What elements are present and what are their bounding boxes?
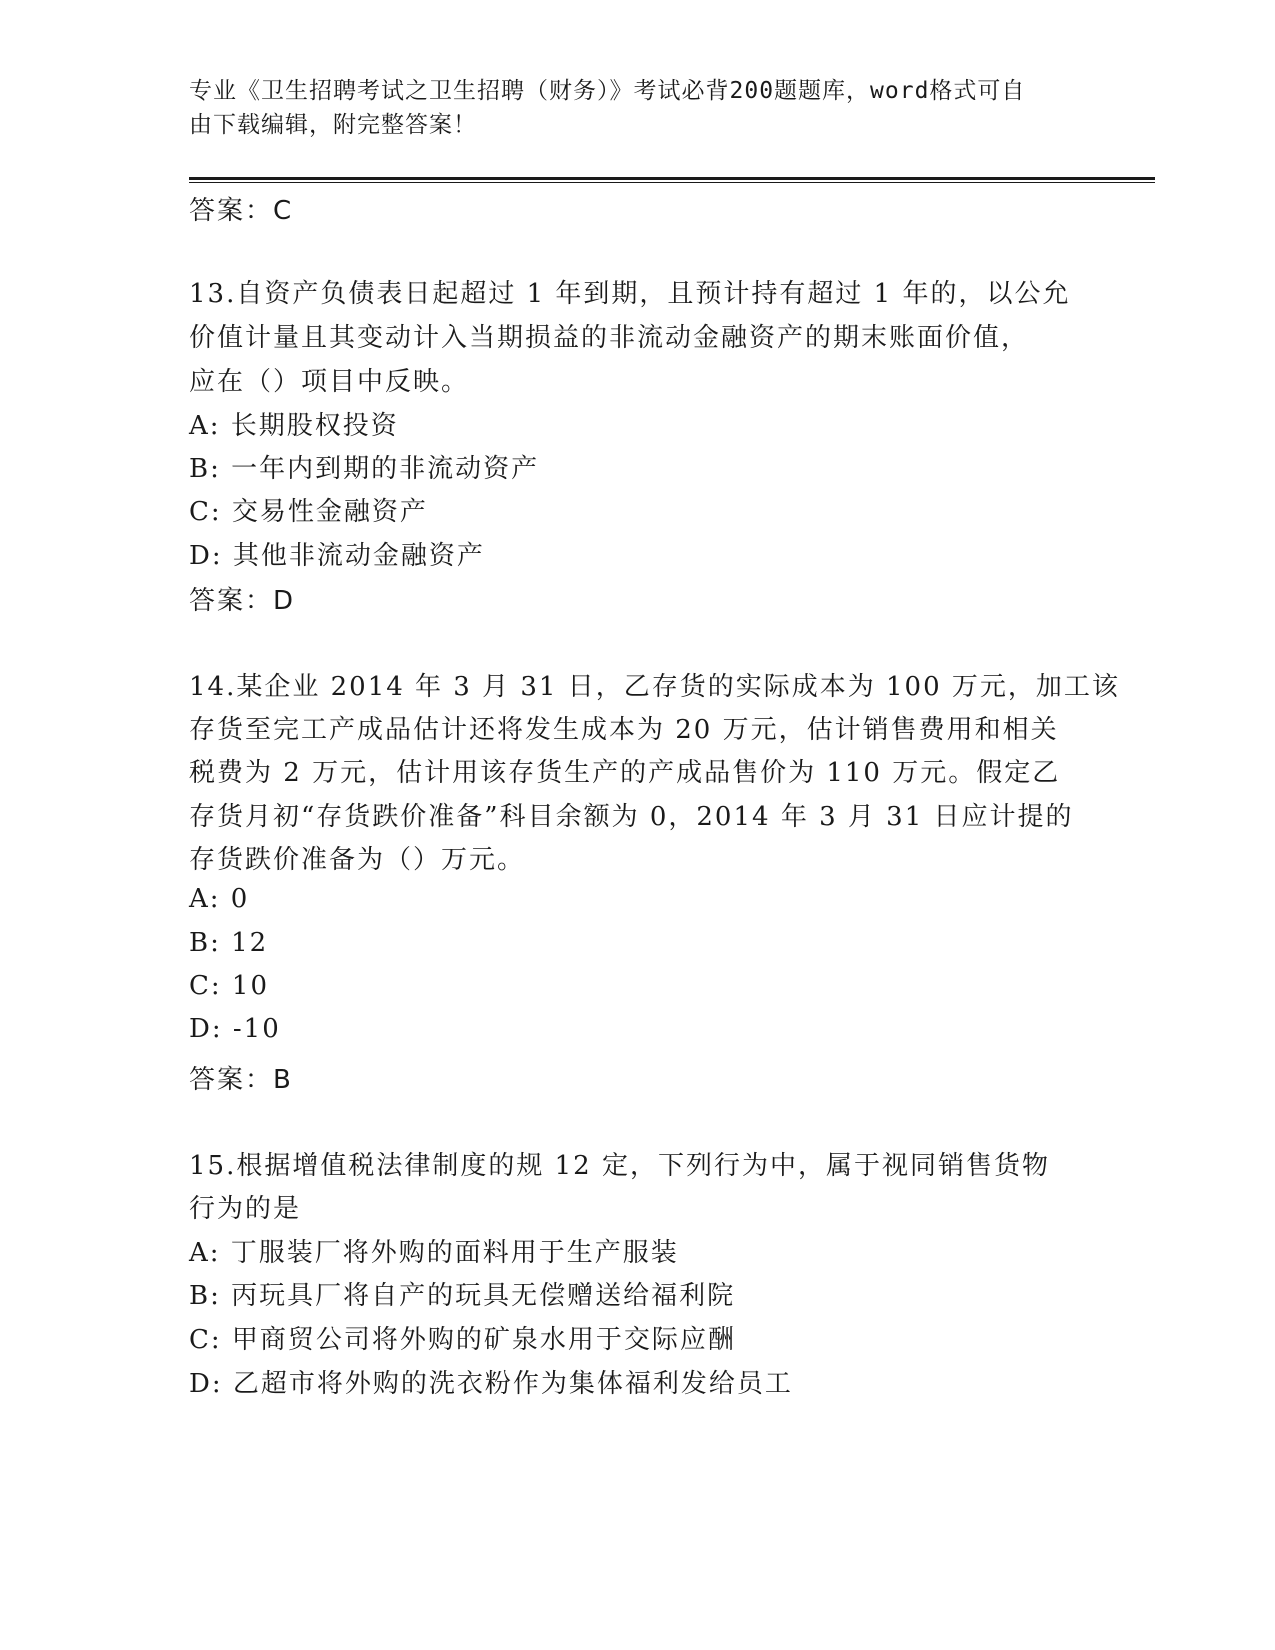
question-13-line-1: 13.自资产负债表日起超过 1 年到期，且预计持有超过 1 年的，以公允: [189, 279, 1071, 309]
document-header: [189, 74, 1069, 142]
question-14-option-a: A: 0: [189, 884, 250, 914]
question-14-option-c: C: 10: [189, 971, 270, 1001]
question-14-line-3: 税费为 2 万元，估计用该存货生产的产成品售价为 110 万元。假定乙: [189, 758, 1061, 788]
question-15-option-a: A: 丁服装厂将外购的面料用于生产服装: [189, 1238, 679, 1268]
question-14-option-d: D: -10: [189, 1014, 281, 1044]
question-14-line-4: 存货月初“存货跌价准备”科目余额为 0，2014 年 3 月 31 日应计提的: [189, 802, 1074, 832]
header-divider-thin: [189, 182, 1155, 183]
question-14-line-1: 14.某企业 2014 年 3 月 31 日，乙存货的实际成本为 100 万元，加工该: [189, 672, 1120, 702]
question-13-option-a: A: 长期股权投资: [189, 411, 399, 441]
question-15-option-d: D: 乙超市将外购的洗衣粉作为集体福利发给员工: [189, 1369, 793, 1399]
question-15-line-1: 15.根据增值税法律制度的规 12 定，下列行为中，属于视同销售货物: [189, 1151, 1050, 1181]
header-line-2: 由下载编辑，附完整答案！: [189, 112, 477, 138]
question-14-option-b: B: 12: [189, 928, 269, 958]
question-13-line-3: 应在（）项目中反映。: [189, 367, 470, 397]
question-13-option-b: B: 一年内到期的非流动资产: [189, 454, 540, 484]
answer-13: 答案：D: [189, 586, 296, 616]
answer-12: 答案：C: [189, 196, 294, 226]
header-divider-thick: [189, 177, 1155, 180]
question-13-option-c: C: 交易性金融资产: [189, 497, 428, 527]
question-15-line-2: 行为的是: [189, 1194, 302, 1224]
header-line-1: 专业《卫生招聘考试之卫生招聘（财务）》考试必背200题题库，word格式可自: [189, 78, 1026, 104]
answer-14: 答案：B: [189, 1065, 293, 1095]
question-13-line-2: 价值计量且其变动计入当期损益的非流动金融资产的期末账面价值，: [189, 323, 1030, 353]
question-15-option-c: C: 甲商贸公司将外购的矿泉水用于交际应酬: [189, 1325, 736, 1355]
question-15-option-b: B: 丙玩具厂将自产的玩具无偿赠送给福利院: [189, 1281, 736, 1311]
question-14-line-2: 存货至完工产成品估计还将发生成本为 20 万元，估计销售费用和相关: [189, 715, 1059, 745]
question-13-option-d: D: 其他非流动金融资产: [189, 541, 485, 571]
question-14-line-5: 存货跌价准备为（）万元。: [189, 845, 526, 875]
